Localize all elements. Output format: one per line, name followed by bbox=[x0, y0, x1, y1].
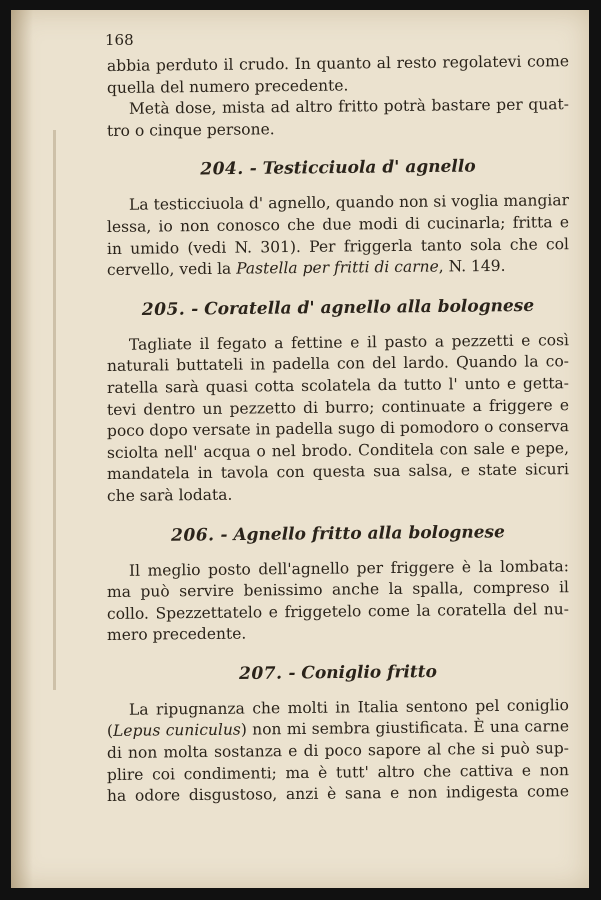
text-line: Metà dose, mista ad altro fritto potrà bastare per quat- bbox=[128, 95, 570, 118]
text-line: Tagliate il fegato a fettine e il pasto a pezzetti e così bbox=[128, 330, 570, 354]
recipe-body-204 bbox=[106, 191, 570, 281]
book-page bbox=[11, 10, 589, 888]
page-spine-shadow bbox=[11, 10, 33, 888]
text-line: La testicciuola d' agnello, quando non si voglia mangiar bbox=[128, 191, 570, 215]
text-line: che sarà lodata. bbox=[106, 485, 233, 505]
text-line: abbia perduto il crudo. In quanto al resto regolatevi come bbox=[106, 52, 570, 75]
text-line: quella del numero precedente. bbox=[106, 76, 349, 97]
recipe-body-207 bbox=[106, 696, 570, 808]
recipe-title: - Coniglio fritto bbox=[288, 661, 438, 684]
page-content bbox=[106, 52, 570, 808]
recipe-heading-205 bbox=[107, 295, 569, 320]
text-line: in umido (vedi N. 301). Per friggerla tanto sola che col bbox=[106, 234, 570, 258]
text-line: poco dopo versate in padella sugo di pomodoro o conserva bbox=[106, 417, 570, 441]
intro-paragraph bbox=[106, 52, 570, 142]
text-line: mandatela in tavola con questa sua salsa, e state sicuri bbox=[106, 460, 570, 484]
recipe-heading-206 bbox=[107, 521, 569, 546]
text-run: , N. 149. bbox=[438, 256, 506, 276]
italic-reference: Pastella per fritti di carne bbox=[236, 257, 439, 278]
text-line: lessa, io non conosco che due modi di cucinarla; fritta e bbox=[106, 213, 570, 236]
recipe-title: - Coratella d' agnello alla bolognese bbox=[191, 295, 535, 320]
text-run: ( bbox=[106, 722, 114, 741]
text-line: Il meglio posto dell'agnello per friggere è la lombata: bbox=[128, 556, 570, 580]
text-line: ratella sarà quasi cotta scolatela da tutto l' unto e getta- bbox=[106, 374, 570, 397]
text-line: tro o cinque persone. bbox=[106, 120, 275, 140]
text-line: La ripugnanza che molti in Italia sentono pel coniglio bbox=[128, 696, 570, 719]
page-number: 168 bbox=[105, 31, 134, 49]
recipe-number: 205. bbox=[141, 299, 186, 320]
text-line: plire coi condimenti; ma è tutt' altro che cattiva e non bbox=[106, 760, 570, 784]
recipe-title: - Agnello fritto alla bolognese bbox=[220, 521, 505, 545]
text-line: ma può servire benissimo anche la spalla, compreso il bbox=[106, 578, 570, 602]
recipe-body-206 bbox=[106, 556, 570, 647]
recipe-number: 204. bbox=[200, 159, 244, 180]
text-line: tevi dentro un pezzetto di burro; continuate a friggere e bbox=[106, 395, 570, 419]
recipe-body-205 bbox=[106, 330, 570, 508]
italic-species-name: Lepus cuniculus bbox=[112, 721, 241, 741]
text-line: naturali buttateli in padella con del lardo. Quando la co- bbox=[106, 352, 570, 376]
text-run: cervello, vedi la bbox=[106, 259, 237, 280]
recipe-heading-204 bbox=[107, 156, 569, 181]
recipe-heading-207 bbox=[107, 660, 569, 685]
text-line: collo. Spezzettatelo e friggetelo come la coratella del nu- bbox=[106, 599, 570, 623]
text-line bbox=[107, 255, 569, 281]
recipe-number: 206. bbox=[171, 524, 215, 546]
text-line: di non molta sostanza e di poco sapore al che si può sup- bbox=[106, 739, 570, 763]
text-line: ha odore disgustoso, anzi è sana e non indigesta come bbox=[106, 782, 570, 806]
text-run: ) non mi sembra giustificata. È una carne bbox=[240, 717, 570, 740]
recipe-number: 207. bbox=[238, 663, 283, 684]
text-line: sciolta nell' acqua o nel brodo. Conditela con sale e pepe, bbox=[106, 438, 570, 462]
recipe-title: - Testicciuola d' agnello bbox=[249, 156, 476, 180]
page-fold-mark bbox=[53, 130, 56, 690]
text-line: mero precedente. bbox=[106, 624, 247, 645]
